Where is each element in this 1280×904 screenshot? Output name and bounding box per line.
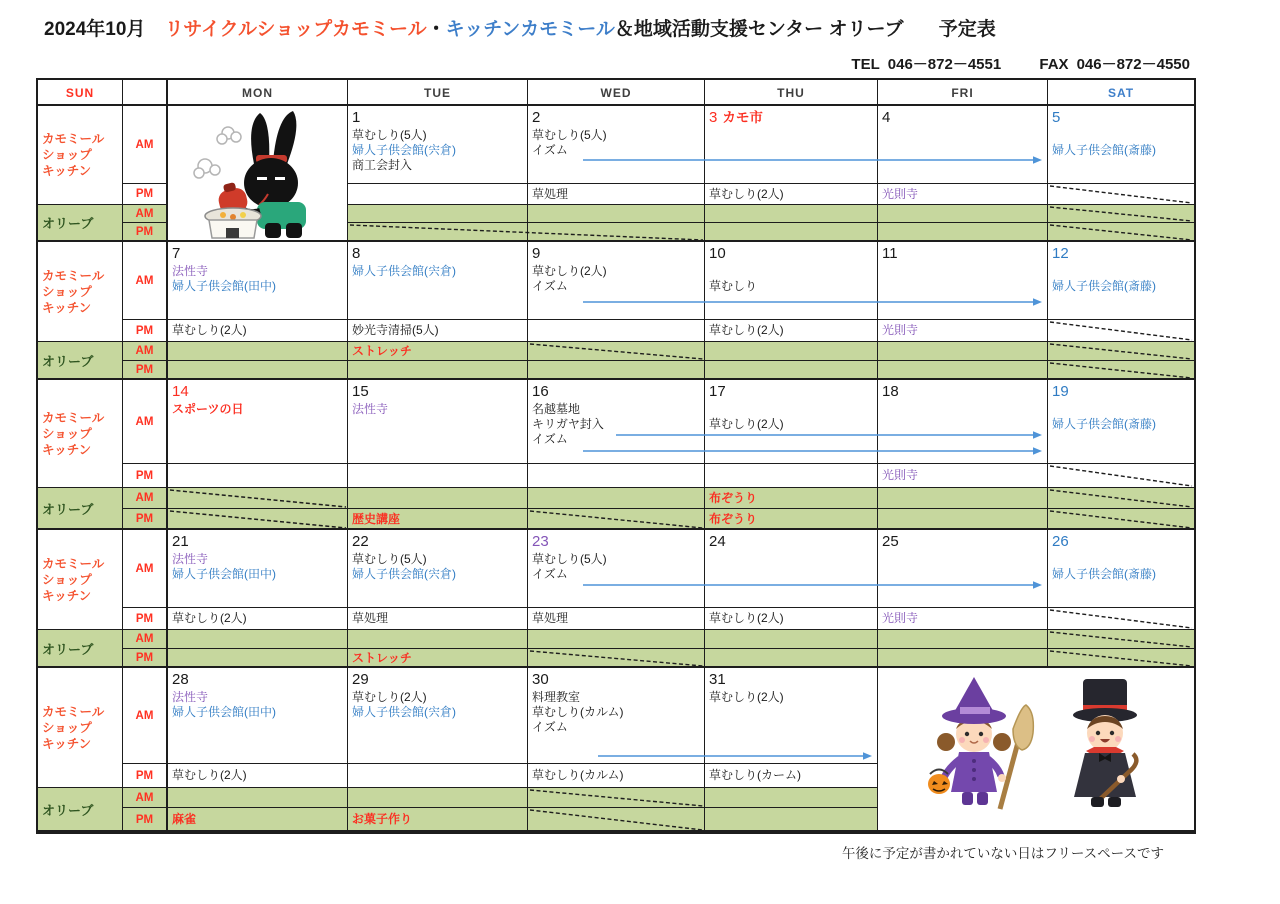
date-number-29: 29 — [352, 671, 369, 688]
day-3-olive-am-cell — [705, 205, 878, 223]
day-21-am-cell: 21 法性寺 婦人子供会館(田中) — [168, 530, 348, 608]
day-28-olive-pm-cell: 麻雀 — [168, 808, 348, 832]
day-26-olive-am-cell — [1048, 630, 1194, 649]
day-4-olive-am-cell — [878, 205, 1048, 223]
day-23-olive-pm-cell — [528, 649, 705, 668]
day-31-am-cell: 31 草むしり(2人) — [705, 668, 878, 764]
title-suffix: 予定表 — [938, 19, 996, 40]
day-11-pm-cell: 光則寺 — [878, 320, 1048, 342]
footer-note: 午後に予定が書かれていない日はフリースペースです — [841, 846, 1164, 861]
title-center-name: ＆地域活動支援センター オリーブ — [614, 19, 904, 40]
date-number-26: 26 — [1052, 533, 1069, 550]
day-30-olive-am-cell — [528, 788, 705, 808]
day-21-pm-cell: 草むしり(2人) — [168, 608, 348, 630]
day-2-pm-cell: 草処理 — [528, 184, 705, 205]
rabbit-cooking-pot-illustration — [168, 106, 348, 242]
group-label-camomile: カモミール ショップ キッチン — [38, 380, 123, 488]
day-12-am-cell: 12 婦人子供会館(斎藤) — [1048, 242, 1194, 320]
schedule-table — [36, 78, 1196, 834]
day-3-pm-cell: 草むしり(2人) — [705, 184, 878, 205]
day-31-pm-cell: 草むしり(カーム) — [705, 764, 878, 788]
title-dot: ・ — [426, 19, 446, 40]
day-29-olive-am-cell — [348, 788, 528, 808]
day-9-am-cell: 9 草むしり(2人) イズム — [528, 242, 705, 320]
date-number-9: 9 — [532, 245, 541, 262]
day-29-am-cell: 29 草むしり(2人) 婦人子供会館(宍倉) — [348, 668, 528, 764]
day-22-olive-am-cell — [348, 630, 528, 649]
ampm-label: PM — [123, 223, 168, 242]
group-label-olive: オリーブ — [38, 488, 123, 530]
day-29-pm-cell — [348, 764, 528, 788]
rabbit-cooking-pot-illustration — [170, 106, 346, 240]
day-2-olive-pm-cell — [528, 223, 705, 242]
day-5-am-cell: 5 婦人子供会館(斎藤) — [1048, 106, 1194, 184]
date-number-16: 16 — [532, 383, 549, 400]
day-11-am-cell — [878, 242, 1048, 320]
day-30-am-cell: 30 料理教室 草むしり(カルム) イズム — [528, 668, 705, 764]
day-9-pm-cell — [528, 320, 705, 342]
date-number-22: 22 — [352, 533, 369, 550]
day-26-olive-pm-cell — [1048, 649, 1194, 668]
day-17-olive-pm-cell: 布ぞうり — [705, 509, 878, 530]
day-30-olive-pm-cell — [528, 808, 705, 832]
day-23-am-cell: 23 草むしり(5人) イズム — [528, 530, 705, 608]
day-7-am-cell: 7 法性寺 婦人子供会館(田中) — [168, 242, 348, 320]
ampm-label: AM — [123, 106, 168, 184]
day-19-olive-am-cell — [1048, 488, 1194, 509]
date-number-7: 7 — [172, 245, 181, 262]
ampm-label: PM — [123, 808, 168, 832]
day-8-pm-cell: 妙光寺清掃(5人) — [348, 320, 528, 342]
day-12-olive-pm-cell — [1048, 361, 1194, 380]
day-22-pm-cell: 草処理 — [348, 608, 528, 630]
ampm-label: PM — [123, 764, 168, 788]
day-2-am-cell: 2 草むしり(5人) イズム — [528, 106, 705, 184]
day-16-olive-pm-cell — [528, 509, 705, 530]
group-label-olive: オリーブ — [38, 205, 123, 242]
date-number-3: 3 — [709, 109, 718, 126]
page-title — [44, 14, 996, 41]
day-11-olive-am-cell — [878, 342, 1048, 361]
day-3-am-cell — [705, 106, 878, 184]
day-31-olive-am-cell — [705, 788, 878, 808]
date-number-18: 18 — [882, 383, 899, 400]
date-number-12: 12 — [1052, 245, 1069, 262]
ampm-label: PM — [123, 361, 168, 380]
ampm-label: AM — [123, 488, 168, 509]
day-5-olive-pm-cell — [1048, 223, 1194, 242]
day-12-pm-cell — [1048, 320, 1194, 342]
day-24-olive-am-cell — [705, 630, 878, 649]
group-label-camomile: カモミール ショップ キッチン — [38, 668, 123, 788]
date-number-5: 5 — [1052, 109, 1061, 126]
day-5-olive-am-cell — [1048, 205, 1194, 223]
ampm-label: AM — [123, 342, 168, 361]
ampm-label: AM — [123, 205, 168, 223]
group-label-camomile: カモミール ショップ キッチン — [38, 530, 123, 630]
day-18-olive-am-cell — [878, 488, 1048, 509]
fax-number: 046－872－4550 — [1076, 56, 1190, 73]
day-26-pm-cell — [1048, 608, 1194, 630]
weekday-header-mon: MON — [168, 80, 348, 106]
date-number-10: 10 — [709, 245, 726, 262]
day-7-olive-pm-cell — [168, 361, 348, 380]
ampm-label: AM — [123, 242, 168, 320]
day-4-am-cell — [878, 106, 1048, 184]
group-label-olive: オリーブ — [38, 342, 123, 380]
day-21-olive-pm-cell — [168, 649, 348, 668]
day-17-am-cell: 17 草むしり(2人) — [705, 380, 878, 464]
day-23-olive-am-cell — [528, 630, 705, 649]
day-21-olive-am-cell — [168, 630, 348, 649]
day-1-olive-pm-cell — [348, 223, 528, 242]
tel-number: 046－872－4551 — [887, 56, 1002, 73]
date-number-21: 21 — [172, 533, 189, 550]
group-label-olive: オリーブ — [38, 788, 123, 832]
halloween-witch-girl-and-boy-illustration — [878, 668, 1194, 832]
weekday-header-spacer — [123, 80, 168, 106]
date-number-28: 28 — [172, 671, 189, 688]
day-7-olive-am-cell — [168, 342, 348, 361]
date-event-label: カモ市 — [722, 110, 763, 125]
ampm-label: PM — [123, 320, 168, 342]
day-5-pm-cell — [1048, 184, 1194, 205]
date-number-24: 24 — [709, 533, 726, 550]
day-10-pm-cell: 草むしり(2人) — [705, 320, 878, 342]
day-15-olive-am-cell — [348, 488, 528, 509]
day-8-olive-pm-cell — [348, 361, 528, 380]
weekday-header-thu: THU — [705, 80, 878, 106]
day-22-am-cell: 22 草むしり(5人) 婦人子供会館(宍倉) — [348, 530, 528, 608]
day-28-olive-am-cell — [168, 788, 348, 808]
title-shop-name: リサイクルショップカモミール — [164, 19, 427, 40]
ampm-label: AM — [123, 530, 168, 608]
date-number-14: 14 — [172, 383, 189, 400]
date-number-8: 8 — [352, 245, 361, 262]
day-10-olive-am-cell — [705, 342, 878, 361]
day-4-olive-pm-cell — [878, 223, 1048, 242]
day-29-olive-pm-cell: お菓子作り — [348, 808, 528, 832]
contact-line — [851, 53, 1190, 74]
day-7-pm-cell: 草むしり(2人) — [168, 320, 348, 342]
day-14-olive-am-cell — [168, 488, 348, 509]
day-15-pm-cell — [348, 464, 528, 488]
weekday-header-fri: FRI — [878, 80, 1048, 106]
day-22-olive-pm-cell: ストレッチ — [348, 649, 528, 668]
ampm-label: PM — [123, 184, 168, 205]
ampm-label: PM — [123, 608, 168, 630]
date-number-11: 11 — [882, 245, 898, 262]
day-14-pm-cell — [168, 464, 348, 488]
day-19-olive-pm-cell — [1048, 509, 1194, 530]
date-number-1: 1 — [352, 109, 361, 126]
day-26-am-cell: 26 婦人子供会館(斎藤) — [1048, 530, 1194, 608]
day-16-pm-cell — [528, 464, 705, 488]
weekday-header-wed: WED — [528, 80, 705, 106]
ampm-label: AM — [123, 630, 168, 649]
ampm-label: PM — [123, 464, 168, 488]
day-8-olive-am-cell: ストレッチ — [348, 342, 528, 361]
day-31-olive-pm-cell — [705, 808, 878, 832]
day-1-olive-am-cell — [348, 205, 528, 223]
date-number-30: 30 — [532, 671, 549, 688]
day-4-pm-cell: 光則寺 — [878, 184, 1048, 205]
weekday-header-sun: SUN — [38, 80, 123, 106]
ampm-label: AM — [123, 668, 168, 764]
day-19-pm-cell — [1048, 464, 1194, 488]
day-24-am-cell — [705, 530, 878, 608]
fax-label: FAX — [1039, 56, 1069, 73]
day-15-am-cell: 15 法性寺 — [348, 380, 528, 464]
date-number-15: 15 — [352, 383, 369, 400]
ampm-label: PM — [123, 509, 168, 530]
day-19-am-cell: 19 婦人子供会館(斎藤) — [1048, 380, 1194, 464]
day-16-olive-am-cell — [528, 488, 705, 509]
day-1-am-cell: 1 草むしり(5人) 婦人子供会館(宍倉) 商工会封入 — [348, 106, 528, 184]
day-1-pm-cell — [348, 184, 528, 205]
weekday-header-tue: TUE — [348, 80, 528, 106]
day-23-pm-cell: 草処理 — [528, 608, 705, 630]
halloween-witch-girl-and-boy-illustration — [880, 669, 1192, 829]
title-kitchen-name: キッチンカモミール — [445, 19, 615, 40]
day-10-am-cell: 10 草むしり — [705, 242, 878, 320]
weekday-header-sat: SAT — [1048, 80, 1194, 106]
day-24-olive-pm-cell — [705, 649, 878, 668]
date-number-31: 31 — [709, 671, 726, 688]
ampm-label: AM — [123, 788, 168, 808]
day-12-olive-am-cell — [1048, 342, 1194, 361]
day-30-pm-cell: 草むしり(カルム) — [528, 764, 705, 788]
day-28-pm-cell: 草むしり(2人) — [168, 764, 348, 788]
day-2-olive-am-cell — [528, 205, 705, 223]
date-number-2: 2 — [532, 109, 541, 126]
day-9-olive-pm-cell — [528, 361, 705, 380]
day-8-am-cell: 8 婦人子供会館(宍倉) — [348, 242, 528, 320]
day-9-olive-am-cell — [528, 342, 705, 361]
day-24-pm-cell: 草むしり(2人) — [705, 608, 878, 630]
day-25-olive-am-cell — [878, 630, 1048, 649]
day-3-olive-pm-cell — [705, 223, 878, 242]
title-month: 2024年10月 — [44, 19, 146, 40]
group-label-camomile: カモミール ショップ キッチン — [38, 242, 123, 342]
date-number-25: 25 — [882, 533, 899, 550]
day-11-olive-pm-cell — [878, 361, 1048, 380]
day-28-am-cell: 28 法性寺 婦人子供会館(田中) — [168, 668, 348, 764]
tel-label: TEL — [851, 56, 880, 73]
group-label-camomile: カモミール ショップ キッチン — [38, 106, 123, 205]
day-14-olive-pm-cell — [168, 509, 348, 530]
day-17-olive-am-cell: 布ぞうり — [705, 488, 878, 509]
day-14-am-cell: 14 スポーツの日 — [168, 380, 348, 464]
day-25-pm-cell: 光則寺 — [878, 608, 1048, 630]
day-25-olive-pm-cell — [878, 649, 1048, 668]
day-16-am-cell: 16 名越墓地 キリガヤ封入 イズム — [528, 380, 705, 464]
date-number-19: 19 — [1052, 383, 1069, 400]
ampm-label: AM — [123, 380, 168, 464]
group-label-olive: オリーブ — [38, 630, 123, 668]
day-17-pm-cell — [705, 464, 878, 488]
date-number-17: 17 — [709, 383, 726, 400]
ampm-label: PM — [123, 649, 168, 668]
day-15-olive-pm-cell: 歴史講座 — [348, 509, 528, 530]
day-25-am-cell — [878, 530, 1048, 608]
date-number-4: 4 — [882, 109, 891, 126]
day-18-olive-pm-cell — [878, 509, 1048, 530]
day-18-am-cell — [878, 380, 1048, 464]
date-number-23: 23 — [532, 533, 549, 550]
day-18-pm-cell: 光則寺 — [878, 464, 1048, 488]
day-10-olive-pm-cell — [705, 361, 878, 380]
